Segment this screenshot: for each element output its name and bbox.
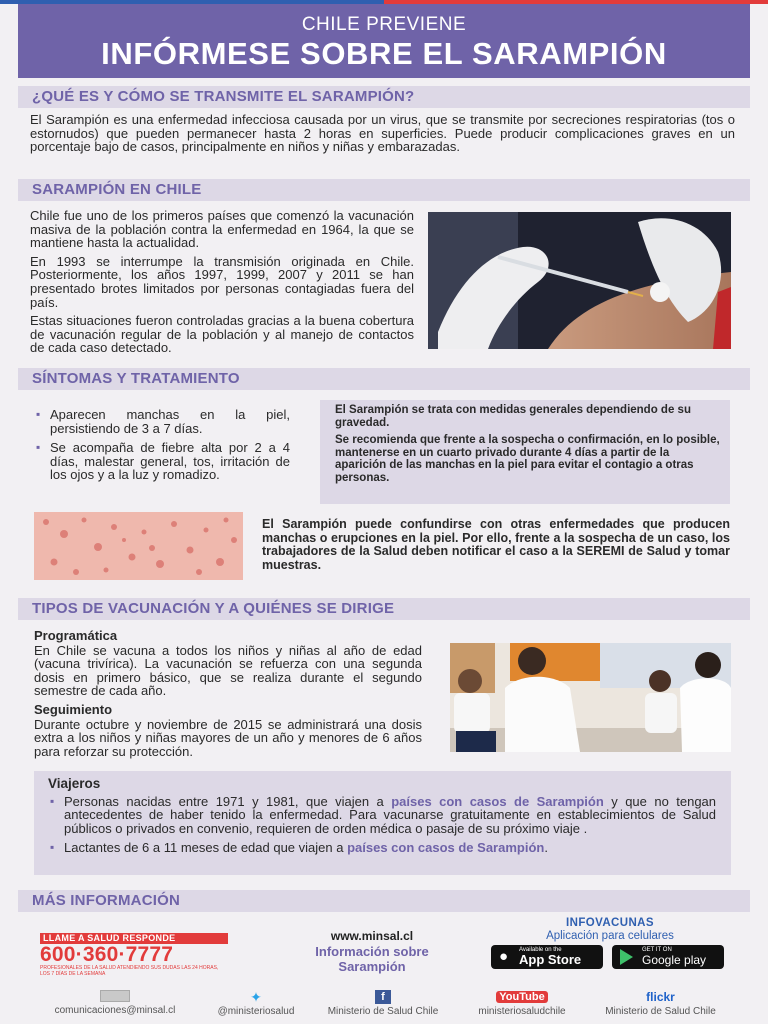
sintomas-note: El Sarampión puede confundirse con otras enfermedades que producen manchas o erupciones en la piel. Por ello, frente a la sospecha de un caso, los trabajadores de la Salud deben notificar el caso a la SEREMI de Salud y tomar muestras.: [262, 517, 730, 572]
rash-photo: [34, 512, 243, 580]
seguimiento-title: Seguimiento: [34, 701, 113, 717]
minsal-web: www.minsal.cl Información sobre Sarampión: [262, 929, 482, 974]
youtube-icon: YouTube: [458, 990, 586, 1004]
programatica-title: Programática: [34, 628, 118, 643]
list-item: ▪ Se acompaña de fiebre alta por 2 a 4 días, malestar general, tos, irritación de los ojos y a la luz y romadizo.: [34, 441, 290, 482]
footer-flickr[interactable]: flickr Ministerio de Salud Chile: [588, 990, 733, 1017]
footer-twitter[interactable]: ✦ @ministeriosalud: [196, 990, 316, 1017]
salud-phone[interactable]: 600·360·7777: [40, 943, 174, 966]
twitter-icon: ✦: [250, 989, 262, 1005]
section-heading-que-es: ¿QUÉ ES Y CÓMO SE TRANSMITE EL SARAMPIÓN?: [18, 86, 750, 108]
que-es-body: El Sarampión es una enfermedad infecciosa causada por un virus, que se transmite por secreciones respiratorias (tos o estornudos) que pueden permanecer hasta 2 horas en superficies. Puede producir complicaciones graves en un porcentaje bajo de casos, principalmente en niños y niñas y embarazadas.: [30, 112, 735, 155]
apple-icon: ●: [499, 948, 509, 965]
footer-mail[interactable]: comunicaciones@minsal.cl: [40, 990, 190, 1016]
section-heading-sintomas: SÍNTOMAS Y TRATAMIENTO: [18, 368, 750, 390]
mail-icon: [100, 990, 130, 1002]
header-banner: [18, 4, 750, 78]
minsal-link[interactable]: www.minsal.cl: [330, 929, 414, 943]
salud-responde-logo: LLAME A SALUD RESPONDE 600·360·7777 PROFESIONALES DE LA SALUD ATENDIENDO SUS DUDAS LAS 24 HORAS, LOS 7 DÍAS DE LA SEMANA: [40, 933, 230, 973]
paises-link[interactable]: países con casos de Sarampión: [347, 840, 545, 856]
page-title: INFÓRMESE SOBRE EL SARAMPIÓN: [101, 36, 667, 71]
google-play-button[interactable]: GET IT ON Google play: [612, 945, 724, 969]
vacunacion-body: Programática En Chile se vacuna a todos los niños y niñas al año de edad (vacuna trivírica). La vacunación se refuerza con una segunda dosis en primero básico, que se realiza durante el segundo semestre de cada año. Seguimiento Durante octubre y noviembre de 2015 se administrará una dosis extra a los niños y niñas mayores de un año y menores de 6 años para reforzar su protección.: [34, 628, 422, 759]
app-store-button[interactable]: ● Available on the App Store: [491, 945, 603, 969]
section-heading-mas-info: MÁS INFORMACIÓN: [18, 890, 750, 912]
list-item: ▪ Aparecen manchas en la piel, persistiendo de 3 a 7 días.: [34, 408, 290, 435]
play-icon: [620, 949, 633, 965]
facebook-icon: f: [375, 990, 391, 1004]
chile-body: Chile fue uno de los primeros países que comenzó la vacunación masiva de la población contra la enfermedad en 1964, la que se mantiene hasta la actualidad. En 1993 se interrumpe la transmisión originada en Chile. Posteriormente, los años 1997, 1999, 2007 y 2011 se han presentado brotes limitados por personas contagiadas fuera del país. Estas situaciones fueron controladas gracias a la buena cobertura de vacunación regular de la población y al manejo de contactos de cada caso detectado.: [30, 208, 414, 356]
list-item: ▪ Lactantes de 6 a 11 meses de edad que viajen a países con casos de Sarampión.: [48, 841, 716, 855]
footer-youtube[interactable]: YouTube ministeriosaludchile: [458, 990, 586, 1017]
infovacunas: INFOVACUNAS Aplicación para celulares: [546, 917, 674, 942]
list-item: ▪ Personas nacidas entre 1971 y 1981, que viajen a países con casos de Sarampión y que no tengan antecedentes de haber tenido la enfermedad. Para vacunarse gratuitamente en establecimientos de Salud públicos o privados en convenio, requieren de orden médica o pasaje de su próximo viaje .: [48, 795, 716, 836]
paises-link[interactable]: países con casos de Sarampión: [391, 793, 604, 809]
footer-facebook[interactable]: f Ministerio de Salud Chile: [327, 991, 439, 1017]
flickr-icon: flickr: [646, 990, 675, 1004]
section-heading-vacunacion: TIPOS DE VACUNACIÓN Y A QUIÉNES SE DIRIGE: [18, 598, 750, 620]
sintomas-list: [34, 408, 290, 488]
section-heading-chile: SARAMPIÓN EN CHILE: [18, 179, 750, 201]
children-vaccination-photo: [450, 643, 731, 752]
viajeros-box: [34, 771, 731, 875]
header-subtitle: CHILE PREVIENE: [301, 14, 467, 35]
viajeros-title: Viajeros: [48, 776, 101, 791]
tratamiento-box: El Sarampión se trata con medidas generales dependiendo de su gravedad. Se recomienda que frente a la sospecha o confirmación, en lo posible, mantenerse en un cuarto privado durante 4 días a partir de la aparición de las manchas en la piel para evitar el contagio a otras personas.: [320, 400, 730, 504]
vaccination-photo: [428, 212, 731, 349]
